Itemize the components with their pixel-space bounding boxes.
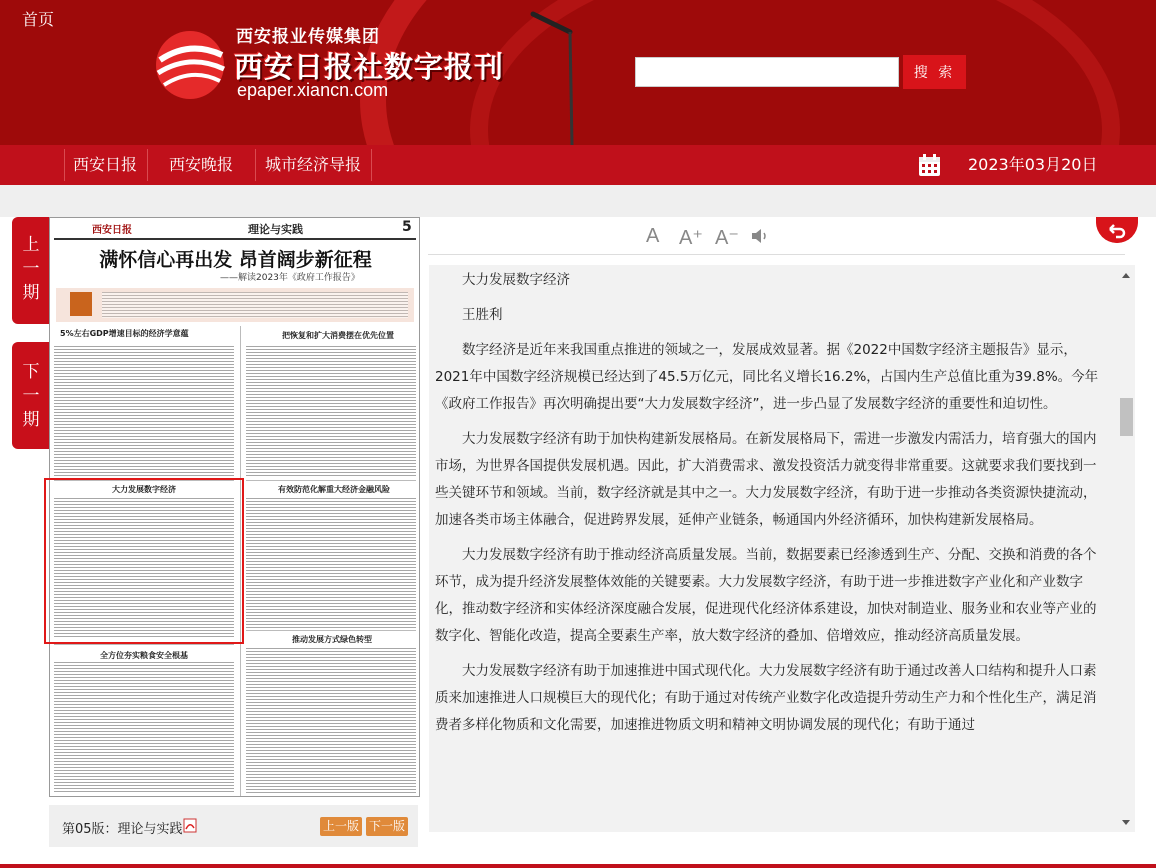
article-author: 王胜利 bbox=[462, 307, 503, 323]
site-title: 西安日报社数字报刊 bbox=[234, 50, 505, 84]
site-url[interactable]: epaper.xiancn.com bbox=[237, 80, 389, 100]
article-content-panel[interactable] bbox=[429, 265, 1135, 832]
speaker-icon[interactable] bbox=[750, 227, 770, 245]
nav-item-city-economy[interactable]: 城市经济导报 bbox=[264, 155, 361, 174]
paper-article-heading[interactable]: 有效防范化解重大经济金融风险 bbox=[278, 485, 390, 494]
previous-issue-tab[interactable] bbox=[12, 217, 50, 324]
previous-page-button[interactable]: 上一版 bbox=[320, 817, 362, 836]
paper-article-heading[interactable]: 大力发展数字经济 bbox=[112, 485, 176, 494]
selected-article-highlight[interactable] bbox=[44, 478, 244, 644]
article-title: 大力发展数字经济 bbox=[462, 272, 570, 288]
tab-char: 一 bbox=[22, 386, 40, 406]
article-toolbar bbox=[428, 217, 1128, 255]
issue-date: 2023年03月20日 bbox=[968, 155, 1098, 174]
next-issue-tab[interactable] bbox=[12, 342, 50, 449]
nav-item-xian-evening[interactable]: 西安晚报 bbox=[168, 155, 233, 174]
page-footer-bar bbox=[49, 805, 418, 847]
paper-headline: 满怀信心再出发 昂首阔步新征程 bbox=[99, 249, 372, 271]
paper-intro-block bbox=[56, 288, 414, 322]
page-label: 第05版：理论与实践 bbox=[62, 822, 183, 837]
pdf-icon[interactable] bbox=[183, 818, 197, 833]
article-paragraph: 数字经济是近年来我国重点推进的领域之一，发展成效显著。据《2022中国数字经济主题报告》显示，2021年中国数字经济规模已经达到了45.5万亿元，同比名义增长16.2%，占国内生产总值比重为39.8%。今年《政府工作报告》再次明确提出要“大力发展数字经济”，进一步凸显了发展数字经济的重要性和迫切性。 bbox=[435, 342, 1099, 412]
paper-article-heading[interactable]: 全方位夯实粮食安全根基 bbox=[100, 651, 188, 660]
tab-char: 下 bbox=[22, 362, 40, 382]
article-scrollbar[interactable] bbox=[1119, 265, 1135, 832]
scroll-up-arrow-icon[interactable] bbox=[1122, 273, 1130, 278]
logo-icon bbox=[150, 25, 230, 105]
tab-char: 期 bbox=[22, 283, 40, 303]
article-text bbox=[435, 267, 1101, 747]
paper-article-heading[interactable]: 推动发展方式绿色转型 bbox=[292, 635, 372, 644]
paper-section-name: 理论与实践 bbox=[248, 223, 303, 236]
microphone-decoration bbox=[528, 10, 578, 145]
paper-article-heading[interactable]: 把恢复和扩大消费摆在优先位置 bbox=[282, 331, 394, 340]
nav-item-home[interactable]: 首页 bbox=[21, 10, 54, 29]
search-input[interactable] bbox=[635, 57, 899, 87]
tab-char: 期 bbox=[22, 410, 40, 430]
font-smaller-button[interactable]: A⁻ bbox=[715, 227, 739, 249]
article-paragraph: 大力发展数字经济有助于加快构建新发展格局。在新发展格局下，需进一步激发内需活力，培育强大的国内市场，为世界各国提供发展机遇。因此，扩大消费需求、激发投资活力就变得非常重要。这就要求我们要找到一些关键环节和领域。当前，数字经济就是其中之一。大力发展数字经济，有助于进一步推动各类资源快捷流动，加速各类市场主体融合，促进跨界发展，延伸产业链条，畅通国内外经济循环，加快构建新发展格局。 bbox=[435, 431, 1097, 528]
search-button[interactable]: 搜 索 bbox=[903, 55, 966, 89]
next-page-button[interactable]: 下一版 bbox=[366, 817, 408, 836]
article-paragraph: 大力发展数字经济有助于加速推进中国式现代化。大力发展数字经济有助于通过改善人口结构和提升人口素质来加速推进人口规模巨大的现代化；有助于通过对传统产业数字化改造提升劳动生产力和个性化生产，满足消费者多样化物质和文化需要，加速推进物质文明和精神文明协调发展的现代化；有助于通过 bbox=[435, 663, 1097, 733]
scroll-down-arrow-icon[interactable] bbox=[1122, 820, 1130, 825]
font-larger-button[interactable]: A⁺ bbox=[679, 227, 703, 249]
nav-item-xian-daily[interactable]: 西安日报 bbox=[72, 155, 137, 174]
scroll-thumb[interactable] bbox=[1120, 398, 1133, 436]
calendar-icon[interactable] bbox=[918, 153, 941, 177]
article-paragraph: 大力发展数字经济有助于推动经济高质量发展。当前，数据要素已经渗透到生产、分配、交换和消费的各个环节，成为提升经济发展整体效能的关键要素。大力发展数字经济，有助于进一步推进数字产业化和产业数字化，推动数字经济和实体经济深度融合发展，促进现代化经济体系建设，加快对制造业、服务业和农业等产业的数字化、智能化改造，提高全要素生产率，放大数字经济的叠加、倍增效应，推动经济高质量发展。 bbox=[435, 547, 1097, 644]
paper-page-number: 5 bbox=[402, 219, 412, 235]
publisher-group-name: 西安报业传媒集团 bbox=[236, 27, 380, 47]
paper-article-heading[interactable]: 5%左右GDP增速目标的经济学意蕴 bbox=[60, 329, 189, 338]
tab-char: 上 bbox=[22, 235, 40, 255]
tab-char: 一 bbox=[22, 259, 40, 279]
paper-subhead: ——解读2023年《政府工作报告》 bbox=[220, 273, 360, 283]
paper-brand: 西安日报 bbox=[92, 225, 132, 236]
toolbar-band bbox=[0, 185, 1156, 217]
page-bottom-border bbox=[0, 864, 1156, 868]
font-normal-button[interactable]: A bbox=[646, 225, 660, 247]
